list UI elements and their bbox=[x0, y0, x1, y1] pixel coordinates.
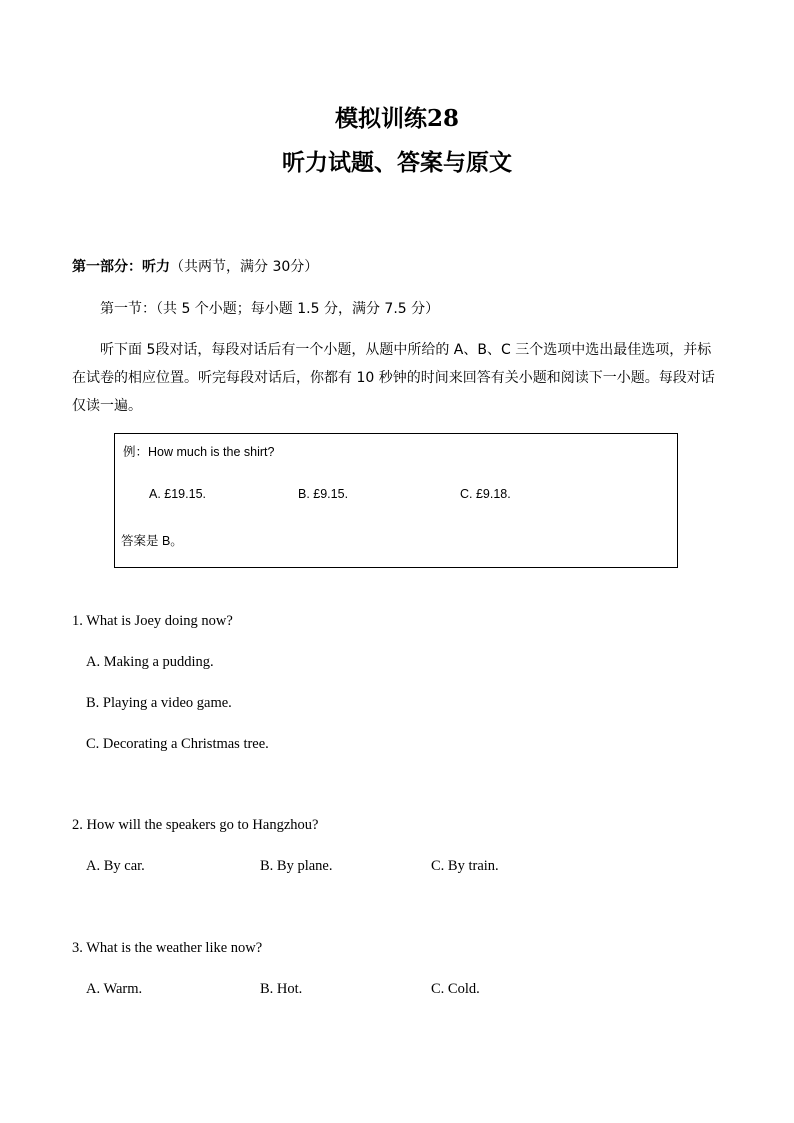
question-3-stem: 3. What is the weather like now? bbox=[72, 940, 263, 956]
document-subtitle: 听力试题、答案与原文 bbox=[282, 149, 512, 176]
question-3-option-b: B. Hot. bbox=[260, 981, 303, 997]
section-heading: 第一节：（共 5 个小题；每小题 1.5 分，满分 7.5 分） bbox=[100, 301, 440, 317]
document-title: 模拟训练28 bbox=[334, 105, 459, 132]
question-1-stem: 1. What is Joey doing now? bbox=[72, 613, 233, 629]
question-2-stem: 2. How will the speakers go to Hangzhou? bbox=[72, 817, 319, 833]
question-1-option-c: C. Decorating a Christmas tree. bbox=[86, 736, 269, 752]
example-question: 例：How much is the shirt? bbox=[123, 445, 275, 459]
question-2-option-c: C. By train. bbox=[431, 858, 499, 874]
section-instruction: 听下面 5段对话，每段对话后有一个小题，从题中所给的 A、B、C 三个选项中选出最佳选项，并标在试卷的相应位置。听完每段对话后，你都有 10 秒钟的时间来回答有关小题和阅读下一小题。每段对话仅读一遍。 bbox=[72, 342, 715, 414]
question-3-option-a: A. Warm. bbox=[86, 981, 143, 997]
example-box bbox=[114, 433, 678, 568]
question-3-option-c: C. Cold. bbox=[431, 981, 480, 997]
question-2-option-b: B. By plane. bbox=[260, 858, 333, 874]
example-option-a: A. £19.15. bbox=[149, 487, 206, 501]
question-1-option-a: A. Making a pudding. bbox=[86, 654, 214, 670]
example-option-c: C. £9.18. bbox=[460, 487, 511, 501]
example-option-b: B. £9.15. bbox=[298, 487, 349, 501]
question-2-option-a: A. By car. bbox=[86, 858, 145, 874]
part-heading bbox=[72, 256, 318, 276]
question-1-option-b: B. Playing a video game. bbox=[86, 695, 232, 711]
part-heading-rest: （共两节，满分 30分） bbox=[170, 259, 319, 275]
part-heading-bold: 第一部分：听力 bbox=[72, 259, 170, 275]
example-answer: 答案是 B。 bbox=[121, 534, 183, 548]
